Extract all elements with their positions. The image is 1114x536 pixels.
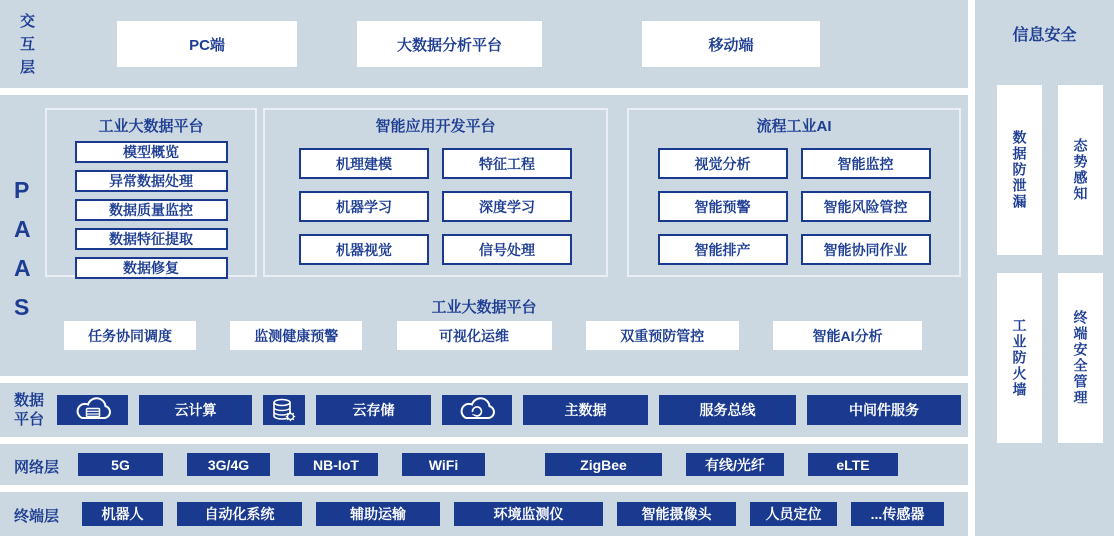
network-item-wired-fiber: 有线/光纤	[686, 453, 784, 476]
paas-sub-item: 智能AI分析	[773, 321, 922, 350]
terminal-layer-label: 终端层	[14, 508, 60, 525]
group-title: 流程工业AI	[756, 118, 832, 135]
interaction-items-row	[117, 21, 820, 67]
data-platform-layer-label: 数据平台	[14, 392, 45, 428]
information-security-title: 信息安全	[1012, 27, 1077, 44]
data-platform-items-row	[57, 395, 961, 425]
terminal-layer	[0, 492, 968, 536]
network-item-5g: 5G	[78, 453, 163, 476]
terminal-item-smart-camera: 智能摄像头	[617, 502, 736, 526]
network-item-3g4g: 3G/4G	[187, 453, 270, 476]
paas-item: 视觉分析	[658, 148, 788, 179]
terminal-item-sensors: ...传感器	[851, 502, 944, 526]
network-item-nbiot: NB-IoT	[294, 453, 378, 476]
network-items-row	[78, 453, 898, 476]
paas-groups-row	[45, 108, 961, 277]
terminal-items-row	[82, 502, 944, 526]
network-item-wifi: WiFi	[402, 453, 485, 476]
network-layer	[0, 444, 968, 485]
industrial-bigdata-platform-items-row	[64, 321, 922, 350]
interaction-layer-label: 交互层	[20, 13, 36, 76]
paas-item: 模型概览	[75, 141, 228, 163]
interaction-item-pc: PC端	[117, 21, 297, 67]
interaction-item-bigdata-analysis: 大数据分析平台	[357, 21, 542, 67]
paas-item: 机器学习	[299, 191, 429, 222]
paas-item: 智能排产	[658, 234, 788, 265]
data-platform-item-cloud-storage: 云存储	[316, 395, 431, 425]
network-layer-label: 网络层	[14, 459, 60, 476]
paas-item: 智能协同作业	[801, 234, 931, 265]
interaction-layer	[0, 0, 968, 88]
paas-item: 深度学习	[442, 191, 572, 222]
paas-item: 数据特征提取	[75, 228, 228, 250]
paas-item: 智能风险管控	[801, 191, 931, 222]
paas-sub-item: 任务协同调度	[64, 321, 196, 350]
terminal-item-personnel-positioning: 人员定位	[750, 502, 837, 526]
group-title: 智能应用开发平台	[375, 118, 496, 135]
paas-sub-item: 可视化运维	[397, 321, 552, 350]
group-process-industry-ai	[627, 108, 961, 277]
group-item-list	[47, 141, 255, 279]
security-item-situation-awareness: 态势感知	[1058, 85, 1103, 255]
network-item-elte: eLTE	[808, 453, 898, 476]
terminal-item-automation-system: 自动化系统	[177, 502, 302, 526]
cloud-server-icon	[57, 395, 128, 425]
paas-item: 异常数据处理	[75, 170, 228, 192]
group-item-grid	[629, 148, 959, 265]
paas-layer	[0, 95, 968, 376]
security-item-industrial-firewall: 工业防火墙	[997, 273, 1042, 443]
security-item-data-leak-prevention: 数据防泄漏	[997, 85, 1042, 255]
paas-item: 特征工程	[442, 148, 572, 179]
paas-item: 智能监控	[801, 148, 931, 179]
data-platform-item-master-data: 主数据	[523, 395, 648, 425]
data-platform-item-cloud-computing: 云计算	[139, 395, 252, 425]
information-security-items	[997, 85, 1103, 443]
database-gear-icon	[263, 395, 305, 425]
paas-layer-label: PAAS	[14, 177, 31, 320]
security-item-terminal-security-management: 终端安全管理	[1058, 273, 1103, 443]
paas-item: 机理建模	[299, 148, 429, 179]
information-security-panel	[975, 0, 1114, 536]
group-intelligent-app-dev-platform	[263, 108, 608, 277]
interaction-item-mobile: 移动端	[642, 21, 820, 67]
paas-item: 信号处理	[442, 234, 572, 265]
terminal-item-environment-monitor: 环境监测仪	[454, 502, 603, 526]
group-title: 工业大数据平台	[98, 118, 204, 135]
network-item-zigbee: ZigBee	[545, 453, 662, 476]
paas-item: 数据质量监控	[75, 199, 228, 221]
paas-item: 智能预警	[658, 191, 788, 222]
data-platform-item-middleware: 中间件服务	[807, 395, 961, 425]
data-platform-layer	[0, 383, 968, 437]
paas-item: 数据修复	[75, 257, 228, 279]
paas-sub-item: 监测健康预警	[230, 321, 362, 350]
group-industrial-bigdata-platform	[45, 108, 257, 277]
industrial-bigdata-platform-subtitle: 工业大数据平台	[431, 299, 537, 316]
paas-item: 机器视觉	[299, 234, 429, 265]
terminal-item-robot: 机器人	[82, 502, 163, 526]
group-item-grid	[265, 148, 606, 265]
data-platform-item-service-bus: 服务总线	[659, 395, 796, 425]
paas-sub-item: 双重预防管控	[586, 321, 739, 350]
terminal-item-auxiliary-transport: 辅助运输	[316, 502, 440, 526]
cloud-sync-icon	[442, 395, 512, 425]
